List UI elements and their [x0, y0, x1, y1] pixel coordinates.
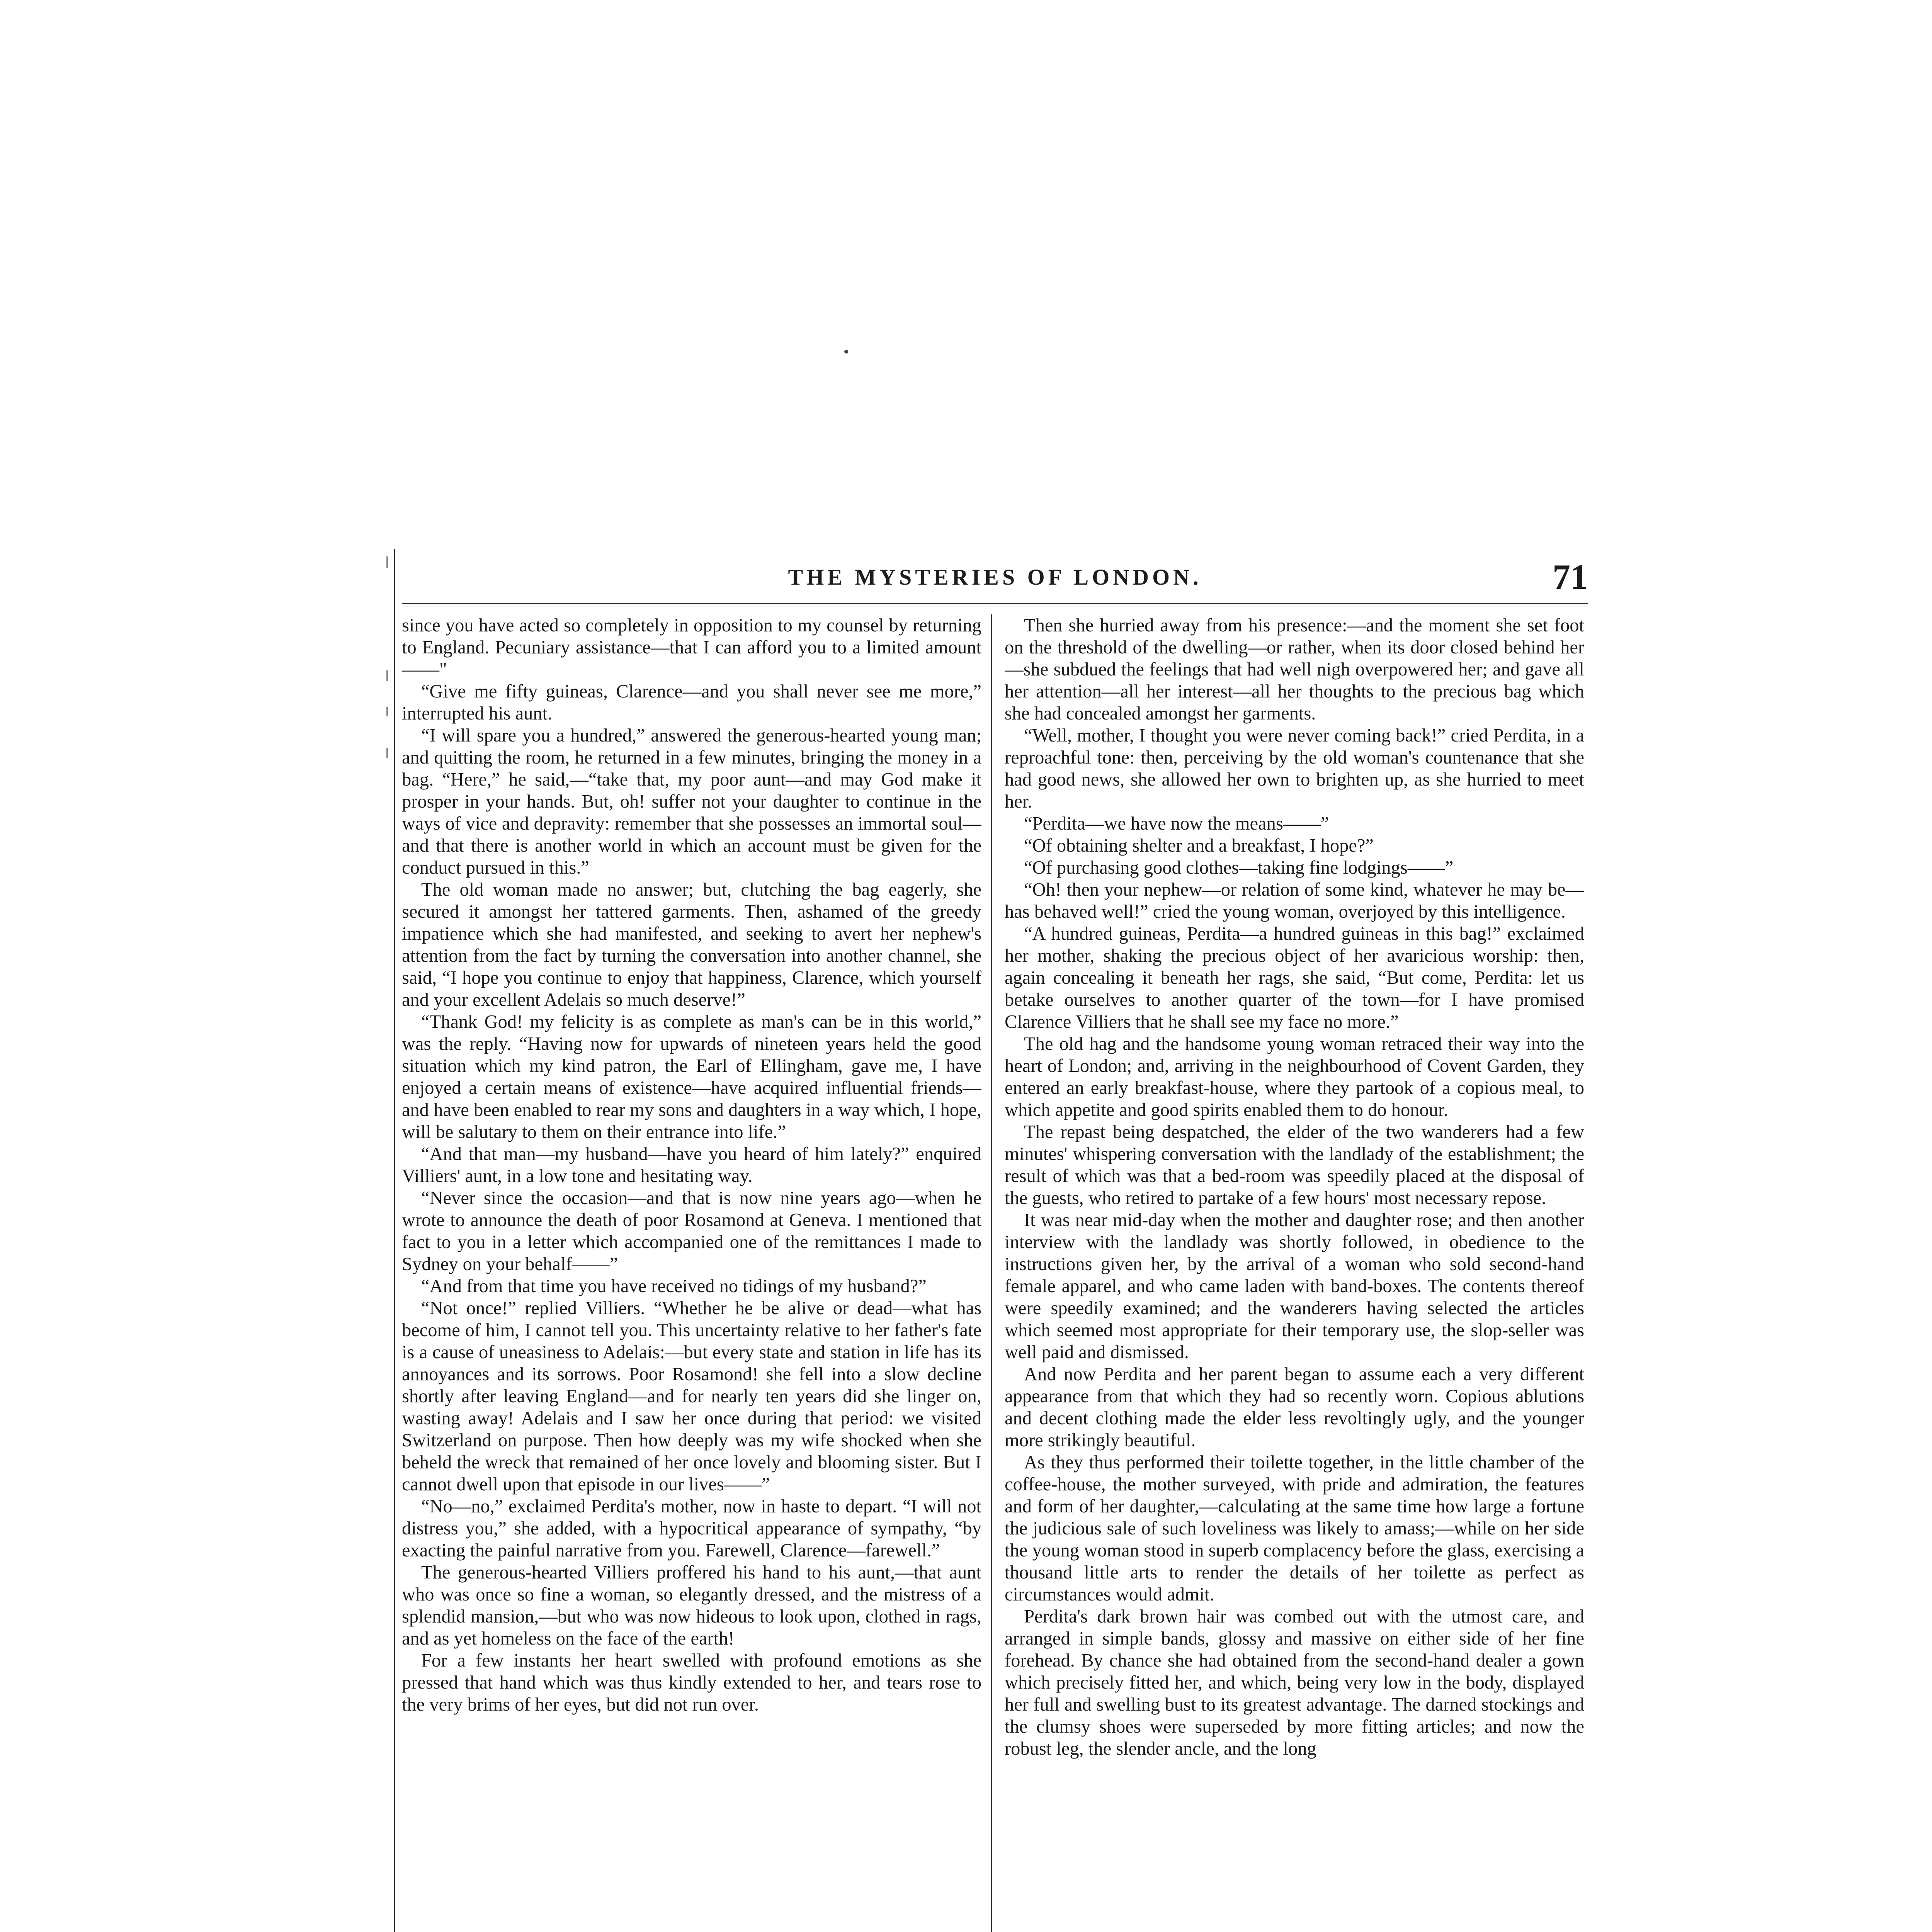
- paragraph: The old hag and the handsome young woman retraced their way into the heart of London; and, arriving in the neighbourhood of Covent Garden, they entered an early breakfast-house, where they partook of a copious meal, to which appetite and good spirits enabled them to do honour.: [1005, 1034, 1584, 1120]
- paragraph: “Oh! then your nephew—or relation of some kind, whatever he may be—has behaved well!” cried the young woman, overjoyed by this intelligence.: [1005, 879, 1584, 922]
- margin-mark: [386, 556, 388, 568]
- paragraph: Then she hurried away from his presence:—and the moment she set foot on the threshold of the dwelling—or rather, when its door closed behind her—she subdued the feelings that had well nigh overpowered her; and gave all her attention—all her interest—all her thoughts to the precious bag which she had concealed amongst her garments.: [1005, 615, 1584, 724]
- paragraph: “And that man—my husband—have you heard of him lately?” enquired Villiers' aunt, in a low tone and hesitating way.: [402, 1144, 981, 1186]
- paragraph: “Thank God! my felicity is as complete as man's can be in this world,” was the reply. “Having now for upwards of nineteen years held the good situation which my kind patron, the Earl of Ellingham, gave me, I have enjoyed a certain means of existence—have acquired influential friends—and have been enabled to rear my sons and daughters in a way which, I hope, will be salutary to them on their entrance into life.”: [402, 1012, 981, 1142]
- paragraph: Perdita's dark brown hair was combed out with the utmost care, and arranged in simple bands, glossy and massive on either side of her fine forehead. By chance she had obtained from the second-hand dealer a gown which precisely fitted her, and which, being very low in the body, displayed her full and swelling bust to its greatest advantage. The darned stockings and the clumsy shoes were superseded by more fitting articles; and now the robust leg, the slender ancle, and the long: [1005, 1606, 1584, 1759]
- paragraph: “Of obtaining shelter and a breakfast, I hope?”: [1024, 835, 1374, 856]
- ink-speck: [844, 350, 848, 354]
- header-rule: [402, 603, 1588, 604]
- paragraph: “I will spare you a hundred,” answered the generous-hearted young man; and quitting the room, he returned in a few minutes, bringing the money in a bag. “Here,” he said,—“take that, my poor aunt—and may God make it prosper in your hands. But, oh! suffer not your daughter to continue in the ways of vice and depravity: remember that she possesses an immortal soul—and that there is another world in which an account must be given for the conduct pursued in this.”: [402, 725, 981, 878]
- paragraph: “No—no,” exclaimed Perdita's mother, now in haste to depart. “I will not distress you,” she added, with a hypocritical appearance of sympathy, “by exacting the painful narrative from you. Farewell, Clarence—farewell.”: [402, 1496, 981, 1561]
- margin-mark: [386, 748, 388, 758]
- paragraph: “Never since the occasion—and that is now nine years ago—when he wrote to announce the death of poor Rosamond at Geneva. I mentioned that fact to you in a letter which accompanied one of the remittances I made to Sydney on your behalf——”: [402, 1188, 981, 1274]
- page-number: 71: [1553, 557, 1588, 597]
- paragraph: The generous-hearted Villiers proffered his hand to his aunt,—that aunt who was once so fine a woman, so elegantly dressed, and the mistress of a splendid mansion,—but who was now hideous to look upon, clothed in rags, and as yet homeless on the face of the earth!: [402, 1562, 981, 1649]
- paragraph: It was near mid-day when the mother and daughter rose; and then another interview with the landlady was shortly followed, in obedience to the instructions given her, by the arrival of a woman who sold second-hand female apparel, and who came laden with band-boxes. The contents thereof were speedily examined; and the wanderers having selected the articles which seemed most appropriate for their temporary use, the slop-seller was well paid and dismissed.: [1005, 1210, 1584, 1362]
- paragraph: “Perdita—we have now the means——”: [1024, 813, 1329, 834]
- paragraph: The old woman made no answer; but, clutching the bag eagerly, she secured it amongst her tattered garments. Then, ashamed of the greedy impatience which she had manifested, and seeking to avert her nephew's attention from the fact by turning the conversation into another channel, she said, “I hope you continue to enjoy that happiness, Clarence, which yourself and your excellent Adelais so much deserve!”: [402, 879, 981, 1010]
- paragraph: “A hundred guineas, Perdita—a hundred guineas in this bag!” exclaimed her mother, shaking the precious object of her avaricious worship: then, again concealing it beneath her rags, she said, “But come, Perdita: let us betake ourselves to another quarter of the town—for I have promised Clarence Villiers that he shall see my face no more.”: [1005, 923, 1584, 1032]
- paragraph: “Not once!” replied Villiers. “Whether he be alive or dead—what has become of him, I cannot tell you. This uncertainty relative to her father's fate is a cause of uneasiness to Adelais:—but every state and station in life has its annoyances and its sorrows. Poor Rosamond! she fell into a slow decline shortly after leaving England—and for nearly ten years did she linger on, wasting away! Adelais and I saw her once during that period: we visited Switzerland on purpose. Then how deeply was my wife shocked when she beheld the wreck that remained of her once lovely and blooming sister. But I cannot dwell upon that episode in our lives——”: [402, 1298, 981, 1495]
- paragraph: since you have acted so completely in opposition to my counsel by returning to England. Pecuniary assistance—that I can afford you to a limited amount——": [402, 615, 981, 680]
- paragraph: And now Perdita and her parent began to assume each a very different appearance from that which they had so recently worn. Copious ablutions and decent clothing made the elder less revoltingly ugly, and the younger more strikingly beautiful.: [1005, 1364, 1584, 1451]
- paragraph: As they thus performed their toilette together, in the little chamber of the coffee-house, the mother surveyed, with pride and admiration, the features and form of her daughter,—calculating at the same time how large a fortune the judicious sale of such loveliness was likely to amass;—while on her side the young woman stood in superb complacency before the glass, exercising a thousand little arts to render the details of her toilette as perfect as circumstances would admit.: [1005, 1452, 1584, 1605]
- column-divider: [991, 614, 992, 1932]
- paragraph: “Of purchasing good clothes—taking fine lodgings——”: [1024, 857, 1454, 878]
- margin-mark: [386, 670, 388, 681]
- paragraph: “And from that time you have received no tidings of my husband?”: [421, 1276, 927, 1296]
- paragraph: “Well, mother, I thought you were never coming back!” cried Perdita, in a reproachful tone: then, perceiving by the old woman's countenance that she had good news, she allowed her own to brighten up, as she hurried to meet her.: [1005, 725, 1584, 812]
- paragraph: The repast being despatched, the elder of the two wanderers had a few minutes' whispering conversation with the landlady of the establishment; the result of which was that a bed-room was speedily placed at the disposal of the guests, who retired to partake of a few hours' most necessary repose.: [1005, 1122, 1584, 1208]
- left-column: [402, 614, 981, 1932]
- margin-mark: [386, 707, 388, 716]
- paragraph: For a few instants her heart swelled with profound emotions as she pressed that hand which was thus kindly extended to her, and tears rose to the very brims of her eyes, but did not run over.: [402, 1650, 981, 1715]
- paragraph: “Give me fifty guineas, Clarence—and you shall never see me more,” interrupted his aunt.: [402, 681, 981, 724]
- right-column: [1005, 614, 1584, 1932]
- running-title: THE MYSTERIES OF LONDON.: [788, 565, 1202, 590]
- page-header: [402, 556, 1588, 599]
